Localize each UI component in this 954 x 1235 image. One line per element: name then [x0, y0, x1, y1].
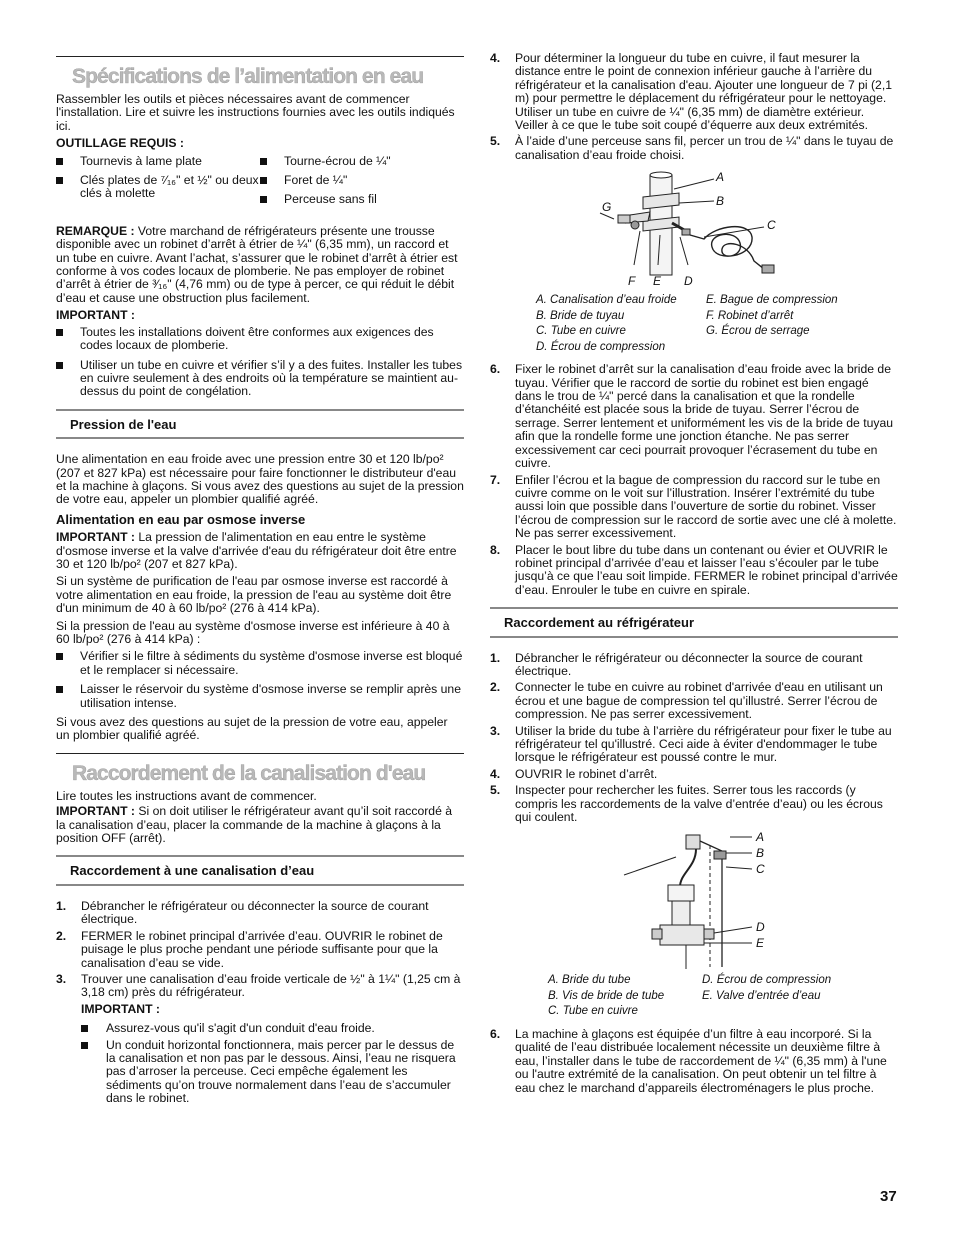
list-item: Foret de ¼"	[260, 174, 464, 187]
list-item: Utiliser un tube en cuivre et vérifier s’il y a des fuites. Installer les tubes en cuivre seulement à des endroits où la température se maintient au-dessus du point de congélation.	[56, 359, 464, 399]
subsection-rule	[56, 409, 464, 411]
s2-important-text: Si on doit utiliser le réfrigérateur avant qu’il soit raccordé à la canalisation d’eau, placer la commande de la machine à glaçons à la position OFF (arrêt).	[56, 804, 453, 846]
osmose-paragraph-4: Si vous avez des questions au sujet de la pression de votre eau, appeler un plombier qualifié agréé.	[56, 715, 448, 743]
steps-list-right-a	[490, 52, 898, 162]
step-number: 2.	[490, 680, 501, 695]
section-title-canalisation: Raccordement de la canalisation d'eau	[72, 761, 426, 785]
list-item: Toutes les installations doivent être conformes aux exigences des codes locaux de plomberie.	[56, 326, 464, 353]
steps-list-right-c	[490, 652, 898, 825]
caption-item: C. Tube en cuivre	[536, 325, 626, 338]
step-item	[56, 900, 464, 927]
step-text: Enfiler l’écrou et la bague de compression du raccord sur le tube en cuivre comme on le voit sur l’illustration. Insérer l’extrémité du tube aussi loin que possible dans l’ouverture de sortie du robinet. Visser l’écrou de compression sur le raccord de sortie avec une clé à molette. Ne pas serrer excessivement.	[515, 472, 897, 541]
step-text: FERMER le robinet principal d’arrivée d’eau. OUVRIR le robinet de puisage le plus proche pendant une période suffisante pour que la canalisation d’eau se vide.	[81, 928, 443, 970]
subsection-rule	[56, 884, 464, 886]
important-list	[56, 326, 464, 399]
step-text: Inspecter pour rechercher les fuites. Serrer tous les raccords (y compris les raccordements de la valve d’entrée d’eau) ou les écrous qui coulent.	[515, 783, 883, 825]
step-text: Débrancher le réfrigérateur ou déconnecter la source de courant électrique.	[515, 650, 863, 678]
list-item: Vérifier si le filtre à sédiments du système d'osmose inverse est bloqué et le remplacer si nécessaire.	[56, 650, 464, 677]
steps-list-right-b	[490, 363, 898, 597]
list-item: Un conduit horizontal fonctionnera, mais percer par le dessus de la canalisation et non pas par le dessous. Ainsi, l’eau ne risquera pas d’arroser la perceuse. Ceci empêche également les sédiments qu’on trouve normalement dans l’eau de s’accumuler dans le robinet.	[81, 1039, 464, 1106]
step-item	[490, 652, 898, 679]
step-item	[490, 681, 898, 721]
step3-list	[81, 1022, 464, 1105]
step-text: Utiliser la bride du tube à l’arrière du réfrigérateur pour fixer le tube au réfrigérateur tel qu'illustré. Ceci aide à éviter d'endommager le tube lorsque le réfrigérateur est poussé contre le mur.	[515, 723, 892, 765]
tools-col-1	[56, 155, 260, 213]
step-item	[490, 768, 898, 781]
step-number: 3.	[490, 723, 501, 738]
step-text: Débrancher le réfrigérateur ou déconnecter la source de courant électrique.	[81, 898, 429, 927]
caption-item: A. Canalisation d’eau froide	[536, 294, 677, 307]
list-item: Tourne-écrou de ¼"	[260, 155, 464, 168]
caption-item: D. Écrou de compression	[536, 340, 666, 353]
callout-label: A	[756, 830, 765, 845]
pression-paragraph: Une alimentation en eau froide avec une pression entre 30 et 120 lb/po² (207 et 827 kPa) est nécessaire pour faire fonctionner le distributeur d'eau et la machine à glaçons. Si vous avez des questions au sujet de la pression de votre eau, appeler un plombier qualifié agréé.	[56, 452, 464, 507]
step-item	[56, 973, 464, 1106]
section-rule	[56, 56, 464, 57]
intro-paragraph: Rassembler les outils et pièces nécessaires avant de commencer l'installation. Lire et suivre les instructions fournies avec les outils indiqués ici.	[56, 92, 455, 133]
tools-list	[56, 155, 464, 217]
subsection-rule	[56, 437, 464, 439]
osmose-list	[56, 650, 464, 710]
step-number: 7.	[490, 472, 501, 487]
remarque-paragraph	[56, 225, 464, 305]
subsection-title-raccord-canal: Raccordement à une canalisation d’eau	[70, 863, 315, 879]
callout-label: D	[684, 274, 693, 289]
step-number: 2.	[56, 928, 67, 943]
list-item: Perceuse sans fil	[260, 193, 464, 206]
list-item: Tournevis à lame plate	[56, 155, 260, 168]
callout-label: B	[756, 846, 765, 861]
callout-label: D	[756, 920, 765, 935]
remarque-label: REMARQUE :	[56, 223, 135, 238]
tools-col-2	[260, 155, 464, 213]
callout-label: A	[716, 170, 725, 185]
subsection-title-pression: Pression de l'eau	[70, 416, 177, 432]
osmose-important	[56, 531, 464, 571]
step-item	[490, 784, 898, 824]
caption-item: G. Écrou de serrage	[706, 325, 810, 338]
tools-label: OUTILLAGE REQUIS :	[56, 136, 184, 151]
steps-list-left	[56, 900, 464, 1106]
step-text: Placer le bout libre du tube dans un contenant ou évier et OUVRIR le robinet principal d’arrivée d’eau et laisser l’eau s’écouler par le tube jusqu’à ce que l’eau soit limpide. FERMER le robinet principal d’arrivée d’eau. Enrouler le tube en cuivre en spirale.	[515, 542, 898, 597]
callout-label: E	[653, 274, 662, 289]
step-text: Pour déterminer la longueur du tube en cuivre, il faut mesurer la distance entre le point de connexion inférieur gauche à l’arrière du réfrigérateur et la canalisation d'eau. Ajouter une longueur de 7 pi (2,1 m) pour permettre le déplacement du réfrigérateur pour le nettoyage. Utiliser un tube en cuivre de ¼" (6,35 mm) de diamètre extérieur. Veiller à ce que le tube soit coupé d’équerre aux deux extrémités.	[515, 51, 893, 133]
step-item	[490, 135, 898, 162]
list-item: Assurez-vous qu'il s'agit d'un conduit d'eau froide.	[81, 1022, 464, 1035]
step-item	[490, 474, 898, 541]
step-number: 4.	[490, 766, 501, 781]
callout-label: F	[628, 274, 636, 289]
step-item	[490, 1028, 898, 1095]
step-item	[56, 930, 464, 970]
caption-item: A. Bride du tube	[548, 974, 631, 987]
step-item	[490, 52, 898, 132]
step-number: 6.	[490, 362, 501, 377]
callout-label: B	[716, 194, 725, 209]
osmose-paragraph-3: Si la pression de l'eau au système d'osmose inverse est inférieure à 40 à 60 lb/po² (276 à 414 kPa) :	[56, 618, 450, 646]
step-number: 3.	[56, 971, 67, 986]
step-text: À l’aide d’une perceuse sans fil, percer un trou de ¼" dans le tuyau de canalisation d’eau froide choisi.	[515, 134, 894, 162]
caption-item: D. Écrou de compression	[702, 974, 832, 987]
important-label: IMPORTANT :	[56, 308, 135, 323]
step-item	[490, 725, 898, 765]
step-number: 1.	[56, 898, 67, 913]
caption-item: E. Valve d’entrée d’eau	[702, 989, 821, 1002]
step-number: 1.	[490, 650, 501, 665]
step-text: Trouver une canalisation d’eau froide verticale de ½" à 1¼" (1,25 cm à 3,18 cm) près du réfrigérateur.	[81, 971, 461, 1000]
step-number: 6.	[490, 1026, 501, 1041]
step-number: 5.	[490, 134, 501, 149]
remarque-text: Votre marchand de réfrigérateurs présente une trousse disponible avec un robinet d’arrêt à étrier de ¼" (6,35 mm), un raccord et un tube en cuivre. Avant l’achat, s’assurer que le robinet d’arrêt à étrier est conforme à vos codes locaux de plomberie. Ne pas employer de robinet d’arrêt à étrier de ³⁄₁₆" (4,76 mm) ou de type à percer, ce qui réduit le débit d’eau et cause une obstruction plus facilement.	[56, 223, 458, 305]
osmose-title: Alimentation en eau par osmose inverse	[56, 511, 306, 527]
step-number: 4.	[490, 51, 501, 65]
callout-label: C	[756, 862, 765, 877]
step-text: Fixer le robinet d’arrêt sur la canalisation d’eau froide avec la bride de tuyau. Vérifier que le raccord de sortie du robinet est bien engagé dans le trou de ¼" percé dans la canalisation et que la rondelle d’étanchéité est placée sous la bride de tuyau. Serrer l’écrou de serrage. Serrer lentement et uniformément les vis de la bride de tuyau afin que la rondelle forme une jonction étanche. Ne pas serrer excessivement car ceci pourrait provoquer l’écrasement du tube en cuivre.	[515, 362, 894, 471]
inlet-valve-diagram	[490, 827, 898, 973]
figure-caption-1	[536, 293, 898, 355]
step-number: 8.	[490, 542, 501, 557]
left-column	[56, 56, 464, 1110]
right-column	[490, 52, 898, 1098]
callout-label: E	[756, 936, 765, 951]
steps-list-right-d	[490, 1028, 898, 1095]
list-item: Laisser le réservoir du système d'osmose inverse se remplir après une utilisation intense.	[56, 683, 464, 710]
s2-important	[56, 805, 464, 845]
osmose-paragraph-2: Si un système de purification de l'eau par osmose inverse est raccordé à votre alimentation en eau froide, la pression de l'eau au système doit être d'un minimum de 40 à 60 lb/po² (276 à 414 kPa).	[56, 574, 452, 616]
osmose-important-label: IMPORTANT :	[56, 530, 135, 545]
step3-important-label: IMPORTANT :	[81, 1001, 160, 1016]
osmose-important-text: La pression de l'alimentation en eau entre le système d'osmose inverse et la valve d'arrivée d'eau du réfrigérateur doit être entre 30 et 120 lb/po² (207 et 827 kPa).	[56, 530, 457, 571]
subsection-rule	[490, 607, 898, 609]
page-number: 37	[880, 1188, 897, 1205]
caption-item: C. Tube en cuivre	[548, 1005, 638, 1018]
caption-item: B. Bride de tuyau	[536, 309, 625, 322]
step-text: OUVRIR le robinet d’arrêt.	[515, 766, 658, 781]
step-text: Connecter le tube en cuivre au robinet d'arrivée d'eau en utilisant un écrou et une bague de compression tel qu’illustré. Serrer l’écrou de compression. Ne pas serrer excessivement.	[515, 680, 883, 722]
s2-important-label: IMPORTANT :	[56, 804, 135, 819]
step-text: La machine à glaçons est équipée d’un filtre à eau incorporé. Si la qualité de l’eau distribuée localement nécessite un deuxième filtre à eau, l’installer dans le tube de raccordement de ¼" (6,35 mm) à l'une ou l'autre extrémité de la canalisation. On peut obtenir un tel filtre à eau chez le marchand d’appareils électroménagers le plus proche.	[515, 1026, 887, 1095]
step-item	[490, 544, 898, 598]
figure-caption-2	[548, 973, 898, 1020]
subsection-rule	[56, 855, 464, 857]
shutoff-valve-diagram	[490, 165, 898, 293]
caption-item: E. Bague de compression	[706, 294, 838, 307]
callout-label: C	[767, 218, 776, 233]
step-item	[490, 363, 898, 470]
section-title-water-specs: Spécifications de l’alimentation en eau	[72, 65, 424, 88]
caption-item: F. Robinet d’arrêt	[706, 309, 794, 322]
list-item: Clés plates de ⁷⁄₁₆" et ½" ou deux clés à molette	[56, 174, 260, 201]
caption-item: B. Vis de bride de tube	[548, 989, 665, 1002]
subsection-title-raccord-refrig: Raccordement au réfrigérateur	[504, 615, 695, 631]
callout-label: G	[602, 200, 612, 215]
s2-intro: Lire toutes les instructions avant de commencer.	[56, 788, 317, 803]
subsection-rule	[490, 636, 898, 638]
section-rule	[56, 753, 464, 754]
step-number: 5.	[490, 783, 501, 798]
